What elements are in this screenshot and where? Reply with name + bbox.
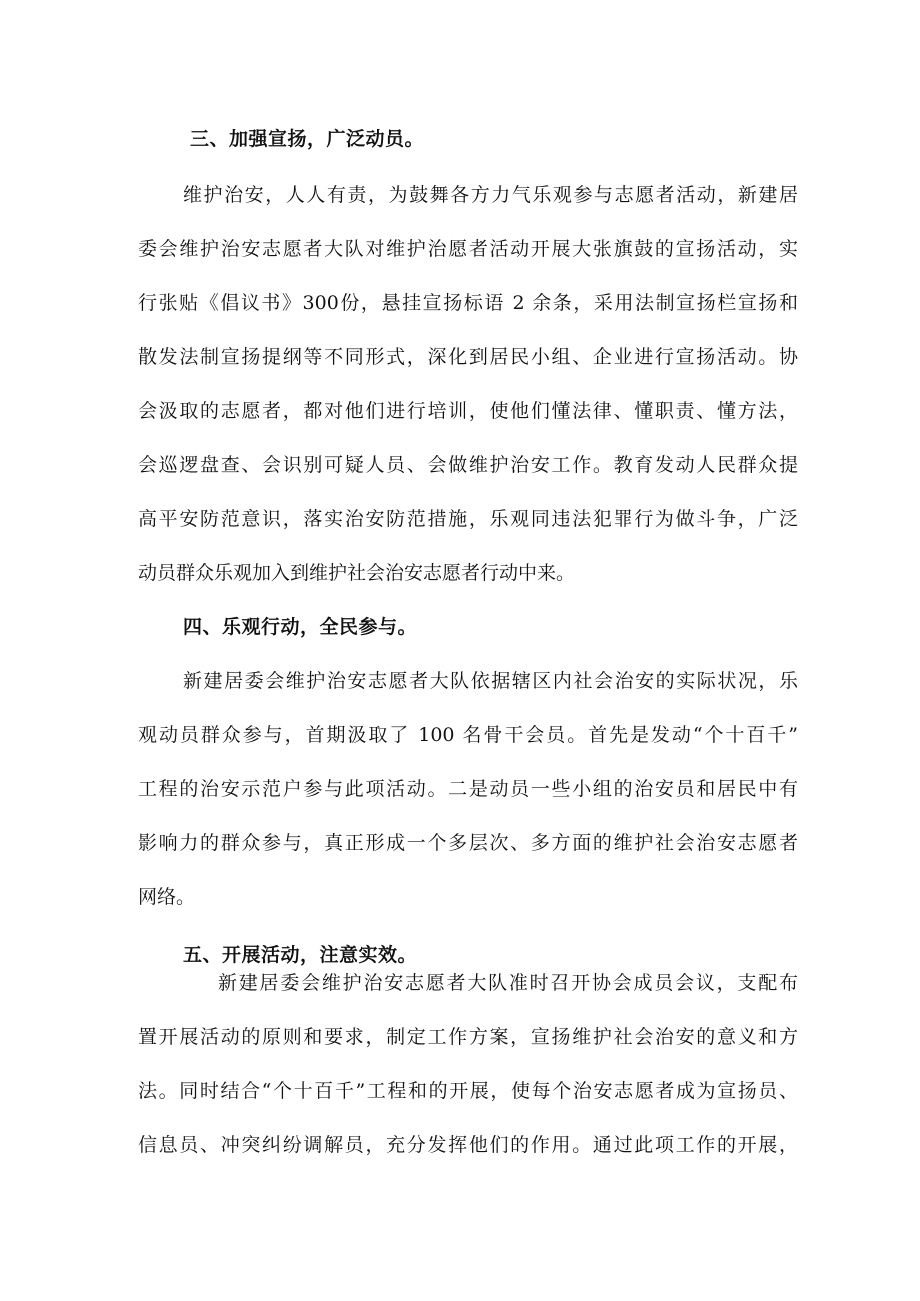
paragraph-line: 委会维护治安志愿者大队对维护治愿者活动开展大张旗鼓的宣扬活动，实: [138, 238, 798, 260]
paragraph-line: 网络。: [138, 886, 196, 908]
paragraph-line: 动员群众乐观加入到维护社会治安志愿者行动中来。: [138, 562, 576, 584]
paragraph-line: 观动员群众参与，首期汲取了 100 名骨干会员。首先是发动“个十百千”: [138, 724, 798, 746]
paragraph-line: 法。同时结合“个十百千”工程和的开展，使每个治安志愿者成为宣扬员、: [138, 1080, 798, 1102]
section-heading-4: 四、乐观行动，全民参与。: [183, 616, 418, 638]
paragraph-line: 工程的治安示范户参与此项活动。二是动员一些小组的治安员和居民中有: [138, 778, 798, 800]
paragraph-line: 维护治安，人人有责，为鼓舞各方力气乐观参与志愿者活动，新建居: [183, 184, 798, 206]
paragraph-line: 高平安防范意识，落实治安防范措施，乐观同违法犯罪行为做斗争，广泛: [138, 508, 798, 530]
paragraph-line: 会汲取的志愿者，都对他们进行培训，使他们懂法律、懂职责、懂方法，: [138, 400, 798, 422]
section-heading-5: 五、开展活动，注意实效。: [183, 944, 418, 966]
section-heading-3: 三、加强宣扬，广泛动员。: [190, 128, 425, 150]
paragraph-line: 新建居委会维护治安志愿者大队准时召开协会成员会议，支配布: [218, 972, 798, 994]
paragraph-line: 影响力的群众参与，真正形成一个多层次、多方面的维护社会治安志愿者: [138, 832, 798, 854]
paragraph-line: 会巡逻盘查、会识别可疑人员、会做维护治安工作。教育发动人民群众提: [138, 454, 798, 476]
paragraph-line: 信息员、冲突纠纷调解员，充分发挥他们的作用。通过此项工作的开展，: [138, 1134, 798, 1156]
paragraph-line: 置开展活动的原则和要求，制定工作方案，宣扬维护社会治安的意义和方: [138, 1026, 798, 1048]
paragraph-line: 新建居委会维护治安志愿者大队依据辖区内社会治安的实际状况，乐: [183, 670, 798, 692]
paragraph-line: 散发法制宣扬提纲等不同形式，深化到居民小组、企业进行宣扬活动。协: [138, 346, 798, 368]
paragraph-line: 行张贴《倡议书》300份，悬挂宣扬标语 2 余条，采用法制宣扬栏宣扬和: [138, 292, 798, 314]
